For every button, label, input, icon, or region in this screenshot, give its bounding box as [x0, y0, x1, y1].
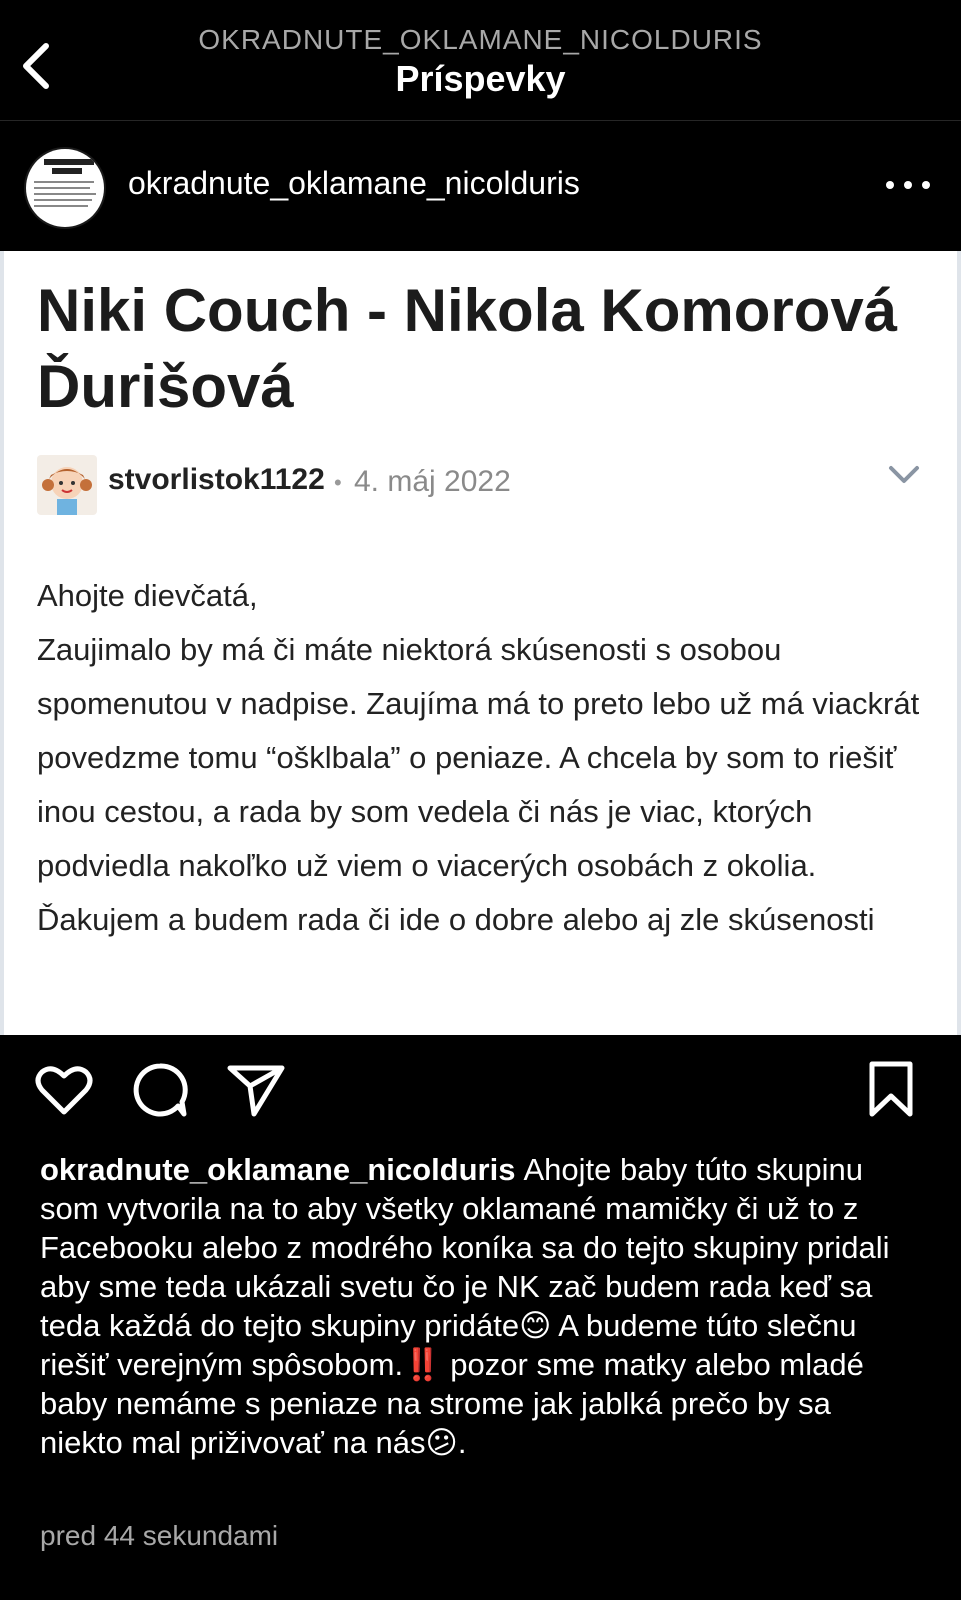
post-timestamp: pred 44 sekundami — [40, 1520, 279, 1551]
top-navigation-bar — [0, 0, 961, 120]
forum-separator: • — [334, 470, 342, 495]
forum-post-greeting: Ahojte dievčatá, — [37, 578, 258, 613]
heart-icon[interactable] — [34, 1060, 94, 1120]
page-title: Príspevky — [395, 58, 566, 99]
forum-post-date: 4. máj 2022 — [354, 465, 511, 498]
forum-post-text: Zaujimalo by má či máte niektorá skúsenosti s osobou spomenutou v nadpise. Zaujíma má to preto lebo už má viackrát povedzme tomu “ošklbala” o peniaze. A chcela by som to riešiť inou cestou, a rada by som vedela či nás je viac, ktorých podviedla nakoľko už viem o viacerých osobách z okolia. Ďakujem a budem rada či ide o dobre alebo aj zle skúsenosti — [37, 632, 920, 937]
caption-text: Ahojte baby túto skupinu som vytvorila na to aby všetky oklamané mamičky či už to z Facebooku alebo z modrého koníka sa do tejto skupiny pridali aby sme teda ukázali svetu čo je NK zač budem rada keď sa teda každá do tejto skupiny pridáte😊 A budeme túto slečnu riešiť verejným spôsobom.‼️ pozor sme matky alebo mladé baby nemáme s peniaze na strome jak jablká prečo by sa niekto mal priživovať na nás😕. — [40, 1152, 890, 1460]
forum-post-body — [37, 569, 937, 947]
bookmark-icon[interactable] — [862, 1060, 922, 1120]
forum-author-name: stvorlistok1122 — [108, 463, 325, 496]
post-header — [0, 121, 961, 251]
send-icon[interactable] — [226, 1060, 286, 1120]
caption-username[interactable]: okradnute_oklamane_nicolduris — [40, 1152, 516, 1187]
chevron-down-icon — [887, 463, 921, 487]
forum-author-avatar — [37, 455, 97, 515]
nav-account-name: OKRADNUTE_OKLAMANE_NICOLDURIS — [198, 24, 763, 55]
avatar[interactable] — [26, 149, 104, 227]
post-image[interactable] — [0, 251, 961, 1035]
post-username[interactable]: okradnute_oklamane_nicolduris — [128, 165, 580, 201]
comment-icon[interactable] — [130, 1060, 190, 1120]
girl-avatar-icon — [37, 455, 97, 515]
forum-post-title: Niki Couch - Nikola Komorová Ďurišová — [37, 277, 898, 420]
post-action-bar — [0, 1060, 961, 1130]
post-caption — [40, 1150, 920, 1462]
more-horizontal-icon[interactable] — [886, 181, 930, 193]
